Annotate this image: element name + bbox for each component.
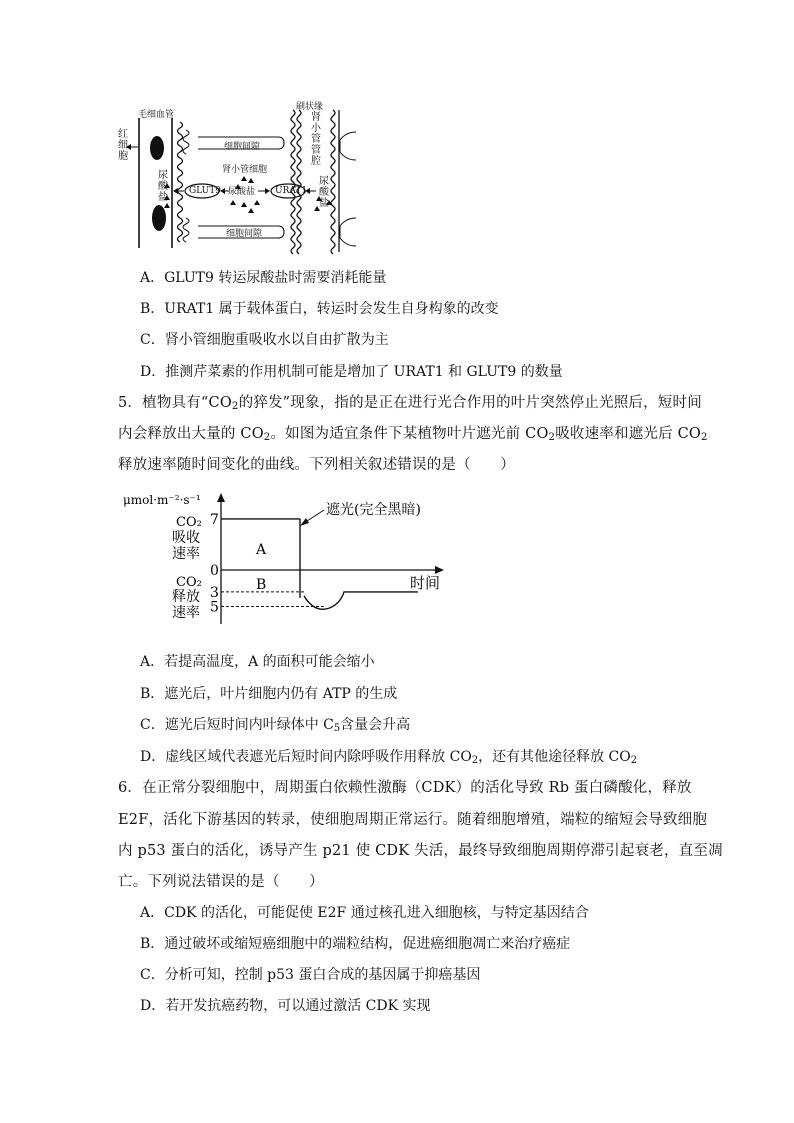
q6-option-c: C．分析可知，控制 p53 蛋白合成的基因属于抑癌基因 [140, 967, 481, 983]
rbc-label: 红细胞 [118, 129, 128, 162]
co2-rate-curve [221, 519, 418, 609]
y-label-bottom-3: 速率 [172, 605, 200, 621]
y-label-top-2: 吸收 [172, 530, 200, 546]
y-label-top-3: 速率 [172, 546, 200, 562]
interstitial-bottom-label: 细胞间隙 [226, 229, 263, 239]
y-unit-label: μmol·m⁻²·s⁻¹ [123, 493, 201, 507]
interstitial-top-label: 细胞间隙 [224, 142, 261, 152]
q5-stem-line2: 内会释放出大量的 $CO_2$。如图为适宜条件下某植物叶片遮光前 $CO_2$吸收速率和遮光后 $CO_2$ [118, 426, 708, 443]
co2-rate-chart [118, 490, 458, 640]
q6-option-a: A．CDK 的活化，可能促使 E2F 通过核孔进入细胞核，与特定基因结合 [140, 905, 589, 921]
y-tick-5: 5 [210, 599, 219, 616]
q4-option-d: D．推测芹菜素的作用机制可能是增加了 URAT1 和 GLUT9 的数量 [140, 364, 563, 380]
urate-right-label: 尿酸盐 [319, 176, 329, 209]
q5-option-d: D．虚线区域代表遮光后短时间内除呼吸作用释放 $CO_2$，还有其他途径释放 $CO_2$ [140, 749, 637, 766]
q5-stem-line3: 释放速率随时间变化的曲线。下列相关叙述错误的是（ ） [118, 457, 515, 473]
shading-annotation: 遮光(完全黑暗) [326, 502, 421, 518]
q6-stem-line3: 内 p53 蛋白的活化，诱导产生 p21 使 CDK 失活，最终导致细胞周期停滞引起衰老，直至凋 [118, 843, 723, 859]
q4-option-c: C．肾小管细胞重吸收水以自由扩散为主 [140, 332, 389, 348]
tubule-lumen-label: 肾小管管腔 [311, 112, 321, 167]
x-axis-arrow [435, 566, 444, 574]
urate-transport-figure [118, 100, 358, 260]
capillary-label: 毛细血管 [138, 110, 175, 120]
brush-border-label: 刷状缘 [296, 102, 324, 112]
q4-option-a: A．GLUT9 转运尿酸盐时需要消耗能量 [140, 270, 387, 286]
y-tick-7: 7 [210, 511, 219, 528]
q5-option-a: A．若提高温度，A 的面积可能会缩小 [140, 654, 375, 670]
q5-option-c: C．遮光后短时间内叶绿体中 $C_5$含量会升高 [140, 717, 411, 734]
q5-option-b: B．遮光后，叶片细胞内仍有 ATP 的生成 [140, 686, 398, 702]
q4-option-b: B．URAT1 属于载体蛋白，转运时会发生自身构象的改变 [140, 301, 499, 317]
y-tick-3: 3 [210, 584, 219, 601]
y-axis-arrow [217, 493, 225, 502]
q5-stem-line1: 5．植物具有“$CO_2$的猝发”现象，指的是正在进行光合作用的叶片突然停止光照后，短时间 [118, 395, 702, 412]
area-label-a: A [256, 542, 267, 558]
urate-mid-label: 尿酸盐 [228, 187, 256, 197]
y-label-bottom-1: CO₂ [176, 575, 202, 590]
area-label-b: B [256, 577, 267, 593]
q6-option-b: B．通过破坏或缩短癌细胞中的端粒结构，促进癌细胞凋亡来治疗癌症 [140, 936, 571, 952]
y-label-top-1: CO₂ [176, 515, 202, 530]
y-label-bottom-2: 释放 [172, 589, 200, 605]
tubule-cell-label: 肾小管细胞 [222, 165, 268, 175]
co2-rate-chart-svg [118, 490, 458, 640]
x-axis-label: 时间 [410, 574, 441, 592]
q6-stem-line2: E2F，活化下游基因的转录，使细胞周期正常运行。随着细胞增殖，端粒的缩短会导致细胞 [118, 812, 708, 828]
q6-stem-line4: 亡。下列说法错误的是（ ） [118, 874, 324, 890]
q6-option-d: D．若开发抗癌药物，可以通过激活 CDK 实现 [140, 998, 431, 1014]
urate-left-label: 尿酸盐 [158, 170, 168, 203]
q6-stem-line1: 6．在正常分裂细胞中，周期蛋白依赖性激酶（CDK）的活化导致 Rb 蛋白磷酸化，释放 [118, 780, 692, 796]
glut9-label: GLUT9 [189, 186, 221, 196]
annotation-arrow-head [300, 518, 309, 526]
y-tick-0: 0 [210, 563, 219, 579]
urat1-label: URAT1 [275, 186, 308, 196]
